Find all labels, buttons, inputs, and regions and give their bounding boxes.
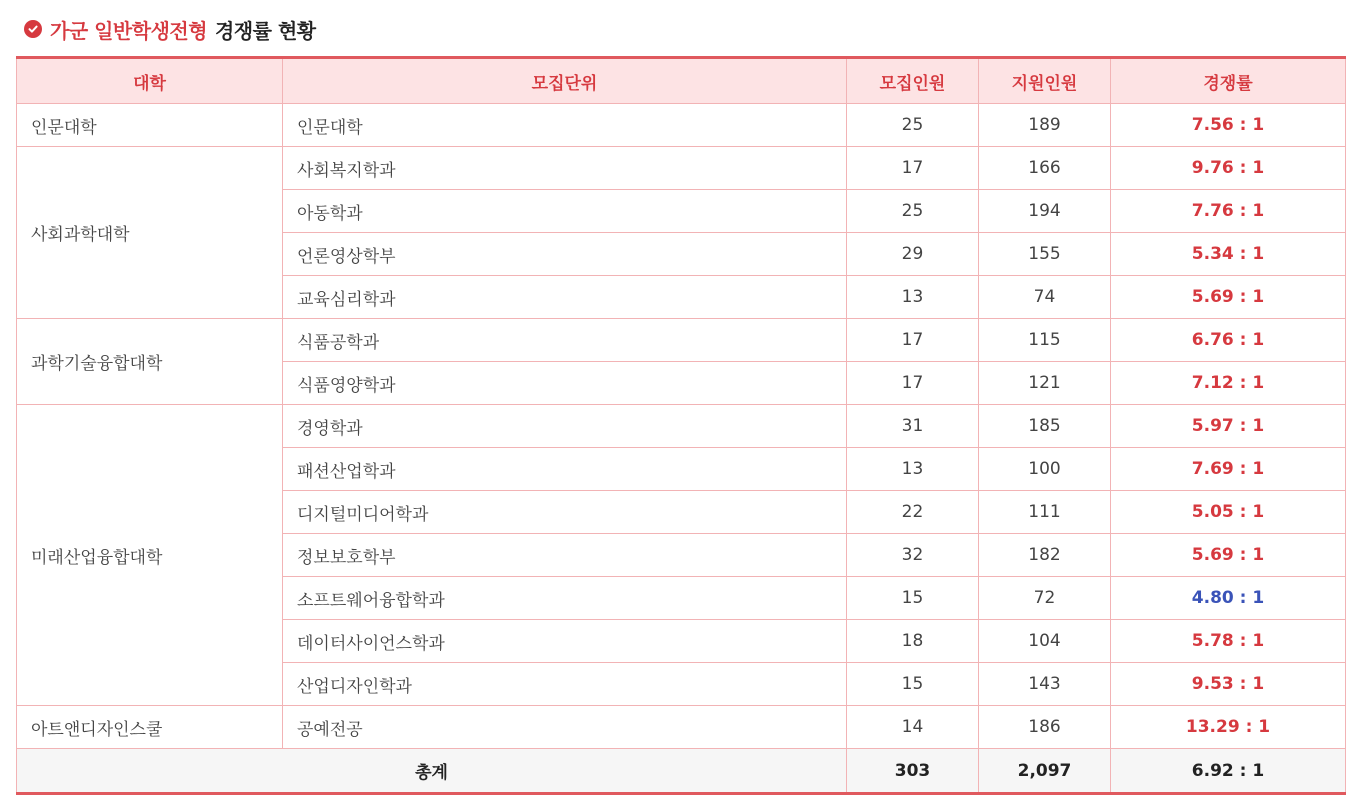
table-row	[17, 319, 1346, 362]
applicants-cell: 104	[979, 620, 1111, 663]
rate-cell: 5.97 : 1	[1111, 405, 1346, 448]
table-row	[17, 147, 1346, 190]
unit-cell: 인문대학	[283, 104, 847, 147]
quota-cell: 13	[847, 276, 979, 319]
total-label: 총계	[17, 749, 847, 794]
total-rate: 6.92 : 1	[1111, 749, 1346, 794]
table-header-row	[17, 58, 1346, 104]
unit-cell: 교육심리학과	[283, 276, 847, 319]
title-highlight: 가군 일반학생전형	[50, 18, 208, 43]
college-cell: 인문대학	[17, 104, 283, 147]
college-cell: 아트앤디자인스쿨	[17, 706, 283, 749]
applicants-cell: 166	[979, 147, 1111, 190]
rate-cell: 9.76 : 1	[1111, 147, 1346, 190]
rate-cell: 9.53 : 1	[1111, 663, 1346, 706]
quota-cell: 17	[847, 362, 979, 405]
quota-cell: 31	[847, 405, 979, 448]
college-cell: 과학기술융합대학	[17, 319, 283, 405]
rate-cell: 7.69 : 1	[1111, 448, 1346, 491]
rate-cell: 5.69 : 1	[1111, 534, 1346, 577]
quota-cell: 17	[847, 319, 979, 362]
table-row	[17, 405, 1346, 448]
header-applicants: 지원인원	[979, 58, 1111, 104]
applicants-cell: 189	[979, 104, 1111, 147]
applicants-cell: 185	[979, 405, 1111, 448]
rate-cell: 5.34 : 1	[1111, 233, 1346, 276]
quota-cell: 14	[847, 706, 979, 749]
header-college: 대학	[17, 58, 283, 104]
section-title	[24, 14, 316, 44]
college-cell: 사회과학대학	[17, 147, 283, 319]
applicants-cell: 121	[979, 362, 1111, 405]
applicants-cell: 74	[979, 276, 1111, 319]
quota-cell: 13	[847, 448, 979, 491]
unit-cell: 경영학과	[283, 405, 847, 448]
title-rest: 경쟁률 현황	[215, 18, 316, 43]
unit-cell: 디지털미디어학과	[283, 491, 847, 534]
applicants-cell: 182	[979, 534, 1111, 577]
unit-cell: 데이터사이언스학과	[283, 620, 847, 663]
applicants-cell: 143	[979, 663, 1111, 706]
rate-cell: 7.56 : 1	[1111, 104, 1346, 147]
applicants-cell: 115	[979, 319, 1111, 362]
quota-cell: 32	[847, 534, 979, 577]
applicants-cell: 100	[979, 448, 1111, 491]
competition-rate-table	[16, 56, 1346, 795]
quota-cell: 25	[847, 190, 979, 233]
rate-cell: 13.29 : 1	[1111, 706, 1346, 749]
rate-cell: 6.76 : 1	[1111, 319, 1346, 362]
quota-cell: 17	[847, 147, 979, 190]
total-quota: 303	[847, 749, 979, 794]
unit-cell: 사회복지학과	[283, 147, 847, 190]
applicants-cell: 194	[979, 190, 1111, 233]
quota-cell: 22	[847, 491, 979, 534]
table-body	[17, 104, 1346, 794]
quota-cell: 15	[847, 577, 979, 620]
unit-cell: 공예전공	[283, 706, 847, 749]
unit-cell: 산업디자인학과	[283, 663, 847, 706]
rate-cell: 7.76 : 1	[1111, 190, 1346, 233]
quota-cell: 15	[847, 663, 979, 706]
table-row	[17, 706, 1346, 749]
applicants-cell: 111	[979, 491, 1111, 534]
rate-cell: 7.12 : 1	[1111, 362, 1346, 405]
unit-cell: 정보보호학부	[283, 534, 847, 577]
total-applicants: 2,097	[979, 749, 1111, 794]
quota-cell: 25	[847, 104, 979, 147]
header-unit: 모집단위	[283, 58, 847, 104]
college-cell: 미래산업융합대학	[17, 405, 283, 706]
unit-cell: 식품영양학과	[283, 362, 847, 405]
applicants-cell: 72	[979, 577, 1111, 620]
header-quota: 모집인원	[847, 58, 979, 104]
quota-cell: 18	[847, 620, 979, 663]
rate-cell: 5.05 : 1	[1111, 491, 1346, 534]
quota-cell: 29	[847, 233, 979, 276]
check-circle-icon	[24, 20, 42, 38]
header-rate: 경쟁률	[1111, 58, 1346, 104]
applicants-cell: 186	[979, 706, 1111, 749]
unit-cell: 소프트웨어융합학과	[283, 577, 847, 620]
rate-cell: 4.80 : 1	[1111, 577, 1346, 620]
rate-cell: 5.78 : 1	[1111, 620, 1346, 663]
unit-cell: 아동학과	[283, 190, 847, 233]
total-row	[17, 749, 1346, 794]
unit-cell: 패션산업학과	[283, 448, 847, 491]
unit-cell: 언론영상학부	[283, 233, 847, 276]
table-row	[17, 104, 1346, 147]
rate-cell: 5.69 : 1	[1111, 276, 1346, 319]
unit-cell: 식품공학과	[283, 319, 847, 362]
applicants-cell: 155	[979, 233, 1111, 276]
